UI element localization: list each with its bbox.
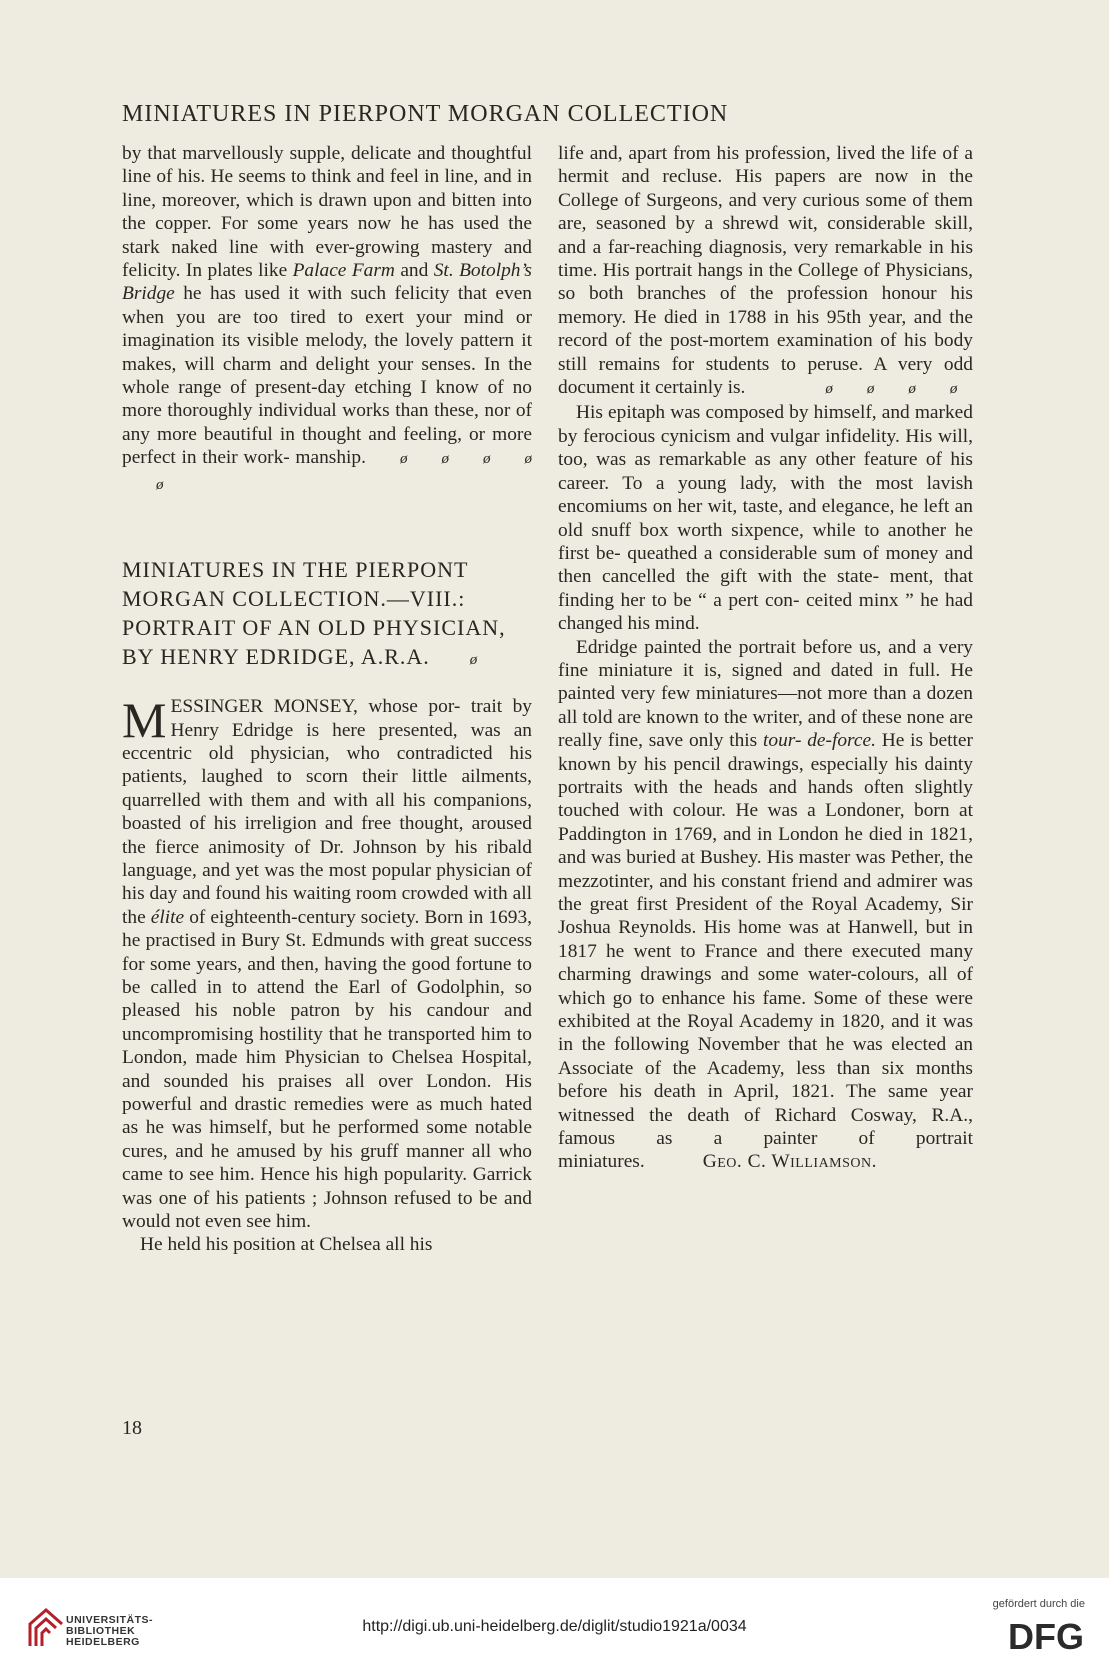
ornament: ø xyxy=(524,451,532,468)
ornament: ø xyxy=(908,381,916,398)
ornament: ø xyxy=(469,652,478,669)
paragraph-edridge: Edridge painted the portrait before us, and a very fine miniature it is, signed and dated in full. He painted very few miniatures—not more than a dozen all told are known to the writer, and of these none are really fine, save only this tour- de-force. He is better known by his pencil drawings, especially his dainty portraits with the heads and hands often slightly touched with colour. He was a Londoner, born at Paddington in 1769, and in London he died in 1821, and was buried at Bushey. His master was Pether, the mezzotinter, and his constant friend and admirer was the great first President of the Royal Academy, Sir Joshua Reynolds. His home was at Hanwell, but in 1817 he went to France and there executed many charming drawings and some water-colours, all of which go to enhance his fame. Some of these were exhibited at the Royal Academy in 1820, and it was in the following November that he was elected an Associate of the Academy, less than six months before his death in April, 1821. The same year witnessed the death of Richard Cosway, R.A., famous as a painter of portrait miniatures. Geo. C. Williamson. xyxy=(558,636,974,1173)
dfg-logo-text: DFG xyxy=(1008,1617,1084,1653)
ornament: ø xyxy=(441,451,449,468)
dfg-logo-icon[interactable] xyxy=(1005,1617,1087,1653)
page-number: 18 xyxy=(122,1417,142,1439)
ornament: ø xyxy=(482,451,491,468)
permalink-url[interactable]: http://digi.ub.uni-heidelberg.de/diglit/studio1921a/0034 xyxy=(362,1618,747,1635)
drop-cap: M xyxy=(122,692,167,749)
title-st-botolphs-bridge: St. Botolph’s Bridge xyxy=(122,260,532,305)
running-head: MINIATURES IN PIERPONT MORGAN COLLECTION xyxy=(122,101,729,127)
paragraph-monsey: M ESSINGER MONSEY, whose por- trait by Henry Edridge is here presented, was an eccentric old physician, who contradicted his patients, laughed to scorn their little ailments, quarrelled with them and with all his companions, boasted of his irreligion and free thought, aroused the fierce animosity of Dr. Johnson by his ribald language, and yet was the most popular physician of his day and found his waiting room crowded with all the élite of eighteenth-century society. Born in 1693, he practised in Bury St. Edmunds with great success for some years, and then, having the good fortune to be called in to attend the Earl of Godolphin, so pleased his noble patron by his candour and uncompromising hostility that he transported him to London, made him Physician to Chelsea Hospital, and sounded his praises all over London. His powerful and drastic remedies were as much hated as he was himself, but he performed some notable cures, and he amused by his gruff manner all who came to see him. Hence his high popularity. Garrick was one of his patients ; Johnson refused to be and would not even see him. xyxy=(122,692,533,1233)
word-elite: élite xyxy=(150,906,185,928)
title-palace-farm: Palace xyxy=(292,260,347,282)
ornament: ø xyxy=(156,476,164,493)
ornament: ø xyxy=(399,451,408,468)
university-library-name: UNIVERSITÄTS- BIBLIOTHEK HEIDELBERG xyxy=(66,1614,154,1648)
ornament: ø xyxy=(825,381,833,398)
paragraph-chelsea: He held his position at Chelsea all his xyxy=(140,1234,433,1256)
right-column xyxy=(558,142,973,1174)
paragraph-epitaph: His epitaph was composed by himself, and marked by ferocious cynicism and vulgar infidelity. His will, too, was as remarkable as any other feature of his career. To a young lady, with the most lavish encomiums on her wit, taste, and elegance, he left an old snuff box worth sixpence, while to another he first be- queathed a considerable sum of money and then cancelled the gift with the state- ment, that finding her to be “ a pert con- ceited minx ” he had changed his mind. xyxy=(558,402,973,635)
word-tour-de-force: tour- xyxy=(763,730,802,752)
funder-caption: gefördert durch die xyxy=(992,1598,1085,1610)
ornament: ø xyxy=(866,381,875,398)
paragraph-hermit: life and, apart from his profession, lived the life of a hermit and recluse. His papers are now in the College of Surgeons, and very curious some of them are, seasoned by a shrewd wit, considerable skill, and a far-reaching diagnosis, very remarkable in his time. His portrait hangs in the College of Physicians, so both branches of the profession honour his memory. He died in 1788 in his 95th year, and the record of the post-mortem examination of his body still remains for students to peruse. A very odd document it certainly is. ø ø ø ø xyxy=(558,142,973,401)
author-signature: Geo. C. Williamson. xyxy=(702,1151,877,1173)
paragraph-etching: by that marvellously supple, delicate and thoughtful line of his. He seems to think and feel in line, and in line, moreover, which is drawn upon and bitten into the copper. For some years now he has used the stark naked line with ever-growing mastery and felicity. In plates like Palace Farm and St. Botolph’s Bridge he has used it with such felicity that even when you are too tired to exert your mind or imagination its visible melody, the lovely pattern it makes, will charm and delight your senses. In the whole range of present-day etching I know of no more thoroughly individual works than these, nor of any more beautiful in thought and feeling, or more perfect in their work- manship. ø ø ø øø xyxy=(122,142,532,497)
article-title: MINIATURES IN THE PIERPONT MORGAN COLLECTION.—VIII.: PORTRAIT OF AN OLD PHYSICIAN, BY HENRY EDRIDGE, A.R.A. ø xyxy=(122,555,532,675)
left-column xyxy=(122,142,532,1257)
digitization-footer xyxy=(0,1578,1109,1674)
ornament: ø xyxy=(949,381,958,398)
